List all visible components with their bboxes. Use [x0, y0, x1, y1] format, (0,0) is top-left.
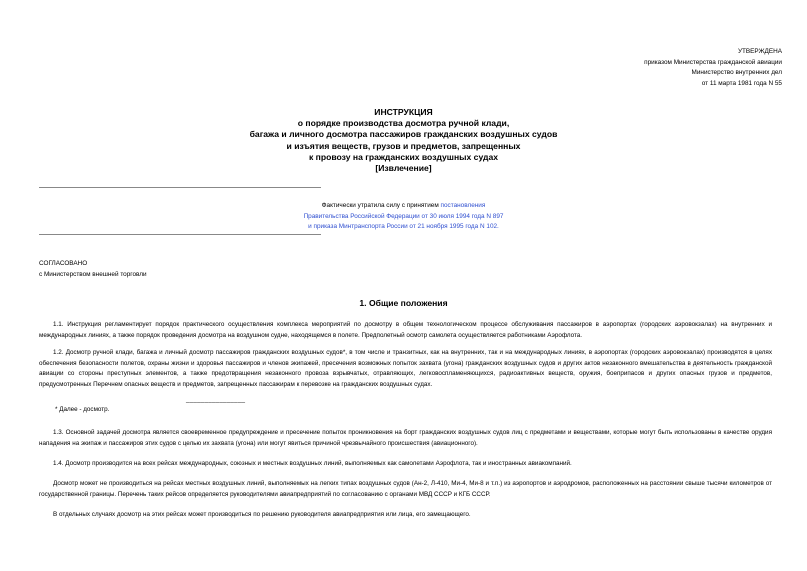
agreement-line-2: с Министерством внешней торговли: [39, 270, 147, 278]
section-title: 1. Общие положения: [359, 298, 448, 308]
agreement-line-1: СОГЛАСОВАНО: [39, 260, 88, 267]
paragraph-1-4-special-cases: В отдельных случаях досмотр на этих рейсах может производиться по решению руководителя авиапредприятия или лица, его замещающего.: [53, 511, 471, 518]
title-line-4: и изъятия веществ, грузов и предметов, запрещенных: [286, 140, 521, 151]
government-resolution-link[interactable]: Правительства Российской Федерации от 30 июля 1994 года N 897: [303, 212, 504, 220]
paragraph-1-2: 1.2. Досмотр ручной клади, багажа и личный досмотр пассажиров гражданских воздушных судов*, в том числе и транзитных, как на внутренних, так и на международных линиях, в аэропортах (городских аэровокзалах) производятся в целях обеспечения безопасности полетов, охраны жизни и здоровья пассажиров и членов экипажей, пресечения возможных попыток захвата (угона) гражданских воздушных судов и других актов незаконного вмешательства в деятельность гражданской авиации со стороны преступных элементов, а также предотвращения незаконного провоза взрывчатых, отравляющих, легковоспламеняющихся, радиоактивных веществ, оружия, боеприпасов и других опасных грузов и предметов, предусмотренных Перечнем опасных веществ и предметов, запрещенных пассажирам к перевозке на гражданских воздушных судах.: [39, 349, 772, 388]
footnote-separator: ________________: [186, 396, 246, 403]
approval-line-4: от 11 марта 1981 года N 55: [701, 79, 782, 87]
approval-line-2: приказом Министерства гражданской авиации: [644, 58, 782, 66]
agreement-block: [39, 259, 147, 280]
title-line-1: ИНСТРУКЦИЯ: [374, 107, 433, 117]
validity-note-line-1: [0, 201, 807, 212]
paragraph-1-4-exception: Досмотр может не производиться на рейсах местных воздушных линий, выполняемых на легких типах воздушных судов (Ан-2, Л-410, Ми-4, Ми-8 и т.п.) из аэропортов и аэродромов, расположенных на расстоянии свыше тысячи километров от государственной границы. Перечень таких рейсов определяется руководителями авиапредприятий по согласованию с органами МВД СССР и КГБ СССР.: [39, 480, 772, 498]
divider-bottom: [39, 234, 321, 235]
title-line-2: о порядке производства досмотра ручной клади,: [297, 118, 510, 129]
mintrans-order-link[interactable]: и приказа Минтранспорта России от 21 ноября 1995 года N 102.: [308, 223, 499, 230]
resolution-link[interactable]: постановления: [440, 202, 486, 209]
validity-note-prefix: Фактически утратила силу с принятием: [321, 202, 441, 209]
title-line-3: багажа и личного досмотра пассажиров гражданских воздушных судов: [249, 129, 558, 140]
paragraph-1-3: 1.3. Основной задачей досмотра является своевременное предупреждение и пресечение попыток проникновения на борт гражданских воздушных судов лиц с предметами и веществами, которые могут быть использованы в качестве орудия нападения на экипаж и пассажиров этих судов с целью их захвата (угона) или могут явиться причиной чрезвычайного происшествия (авиационного).: [39, 429, 772, 447]
title-line-5: к провозу на гражданских воздушных судах: [308, 151, 499, 162]
document-title: [0, 107, 807, 174]
validity-note: [0, 201, 807, 233]
paragraph-1-4: 1.4. Досмотр производится на всех рейсах международных, союзных и местных воздушных линий, выполняемых как самолетами Аэрофлота, так и иностранных авиакомпаний.: [53, 460, 572, 467]
footnote: * Далее - досмотр.: [55, 406, 110, 413]
paragraph-1-1: 1.1. Инструкция регламентирует порядок практического осуществления комплекса мероприятий по досмотру в общем технологическом процессе обслуживания пассажиров в аэропортах (городских аэровокзалах) на внутренних и международных линиях, а также порядок проведения досмотра на воздушном судне, находящемся в полете. Предполетный осмотр самолета осуществляется работниками Аэрофлота.: [39, 321, 772, 339]
approval-line-3: Министерство внутренних дел: [691, 69, 782, 76]
divider-top: [39, 187, 321, 188]
approval-block: [644, 47, 782, 89]
title-line-6: [Извлечение]: [375, 163, 432, 174]
approval-line-1: УТВЕРЖДЕНА: [737, 48, 782, 55]
